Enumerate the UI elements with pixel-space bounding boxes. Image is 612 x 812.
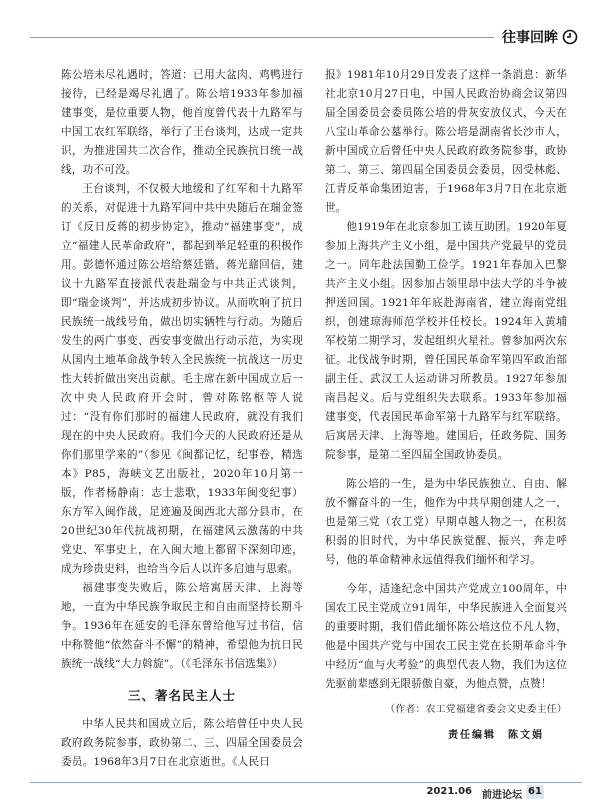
right-paragraph-3: 陈公培的一生，是为中华民族独立、自由、解放不懈奋斗的一生，他作为中共早期创建人之一，也是第三党（农工党）早期卓越人物之一，在积贫积弱的旧时代，为中华民族觉醒、振兴，奔走呼号，他的革命精神永远值得我们缅怀和学习。 [325, 478, 567, 566]
header-rule [30, 37, 494, 38]
page-number: 61 [526, 785, 544, 799]
footer-info [426, 786, 522, 801]
footer-rule [30, 782, 582, 783]
editor-credit: 责任编辑 陈文娟 [448, 730, 544, 741]
left-paragraph-1: 陈公培未尽礼遇时，答道：已用大盆肉、鸡鸭进行接待，已经是竭尽礼遇了。陈公培1933年参加福建事变，是位重要人物，他首度曾代表十九路军与中国工农红军联络，举行了王台谈判，达成一定共识，为推进国共二次合作，推动全民族抗日统一战线，功不可没。 [61, 69, 303, 176]
left-column [61, 66, 303, 772]
left-paragraph-2: 王台谈判，不仅极大地缓和了红军和十九路军的关系，对促进十九路军同中共中央随后在瑞金签订《反日反蒋的初步协定》，推动“福建事变”，成立“福建人民革命政府”，都起到举足轻重的积极作用。彭德怀通过陈公培给蔡廷锴、蒋光鼐回信，建议十九路军直接派代表赴瑞金与中共正式谈判，即“瑞金谈判”，并达成初步协议。从而吹响了抗日民族统一战线号角，做出切实辆牲与行动。为随后发生的两广事变、西安事变做出行动示范，为实现从国内土地革命战争转入全民族统一抗战这一历史性大转折做出突出贡献。毛主席在新中国成立后一次中央人民政府开会时，曾对陈铭枢等人说过：“没有你们那时的福建人民政府，就没有我们现在的中央人民政府。我们今天的人民政府还是从你们那里学来的”（参见《闽都记忆，纪事卷，精选本》P85，海峡文艺出版社，2020年10月第一版，作者杨静南：志士悲歌，1933年闽变纪事）东方军入闽作战，足迹遍及闽西北大部分县市，在20世纪30年代抗战初期，在福建风云激荡的中共党史、军事史上，在入闽大地上都留下深刻印迹，成为珍贵史料，也给当今后人以许多启迪与思索。 [61, 183, 303, 575]
section-label-text: 往事回眸 [502, 30, 558, 46]
issue-date: 2021.06 [426, 786, 472, 797]
page-header [0, 22, 612, 52]
right-paragraph-1: 报》1981年10月29日发表了这样一条消息：新华社北京10月27日电，中国人民政治协商会议第四届全国委员会委员陈公培的骨灰安放仪式，今天在八宝山革命公墓举行。陈公培是湖南省长沙市人，新中国成立后曾任中央人民政府政务院参事，政协第二、第三、第四届全国委员会委员，因受林彪、江青反革命集团迫害，于1968年3月7日在北京逝世。 [325, 69, 567, 214]
page-footer [0, 782, 612, 802]
clock-icon [562, 29, 578, 45]
right-column [325, 66, 567, 719]
magazine-name: 前进论坛 [482, 790, 522, 801]
section-label [496, 25, 578, 49]
section-title: 三、著名民主人士 [127, 688, 236, 703]
right-paragraph-4: 今年，适逢纪念中国共产党成立100周年，中国农工民主党成立91周年，中华民族进入全面复兴的重要时期，我们借此缅怀陈公培这位不凡人物，他是中国共产党与中国农工民主党在长期革命斗争中经历“血与火考验”的典型代表人物，我们为这位先驱前辈感到无限骄傲自豪，为他点赞，点赞！ [325, 583, 567, 690]
left-paragraph-3: 福建事变失败后，陈公培寓居天津、上海等地，一直为中华民族争取民主和自由而坚持长期斗争。1936年在延安的毛泽东曾给他写过书信，信中称赞他“依然奋斗不懈”的精神，希望他为抗日民族统一战线“大力斡旋”。（《毛泽东书信选集》） [61, 582, 303, 670]
left-paragraph-4: 中华人民共和国成立后，陈公培曾任中央人民政府政务院参事，政协第二、三、四届全国委员会委员。1968年3月7日在北京逝世。《人民日 [61, 718, 303, 768]
right-paragraph-2: 他1919年在北京参加工读互助团。1920年夏参加上海共产主义小组，是中国共产党最早的党员之一。同年赴法国勤工俭学。1921年春加入巴黎共产主义小组。因参加占领里昂中法大学的斗争被押送回国。1921年年底赴海南省，建立海南党组织，创建琼海师范学校并任校长。1924年入黄埔军校第二期学习，发起组织火星社。曾参加两次东征。北伐战争时期，曾任国民革命军第四军政治部副主任、武汉工人运动讲习所教员。1927年参加南昌起义。后与党组织失去联系。1933年参加福建事变，代表国民革命军第十九路军与红军联络。后寓居天津、上海等地。建国后，任政务院、国务院参事，是第二至四届全国政协委员。 [325, 221, 567, 461]
author-credit: （作者：农工党福建省委会文史委主任） [385, 704, 567, 715]
